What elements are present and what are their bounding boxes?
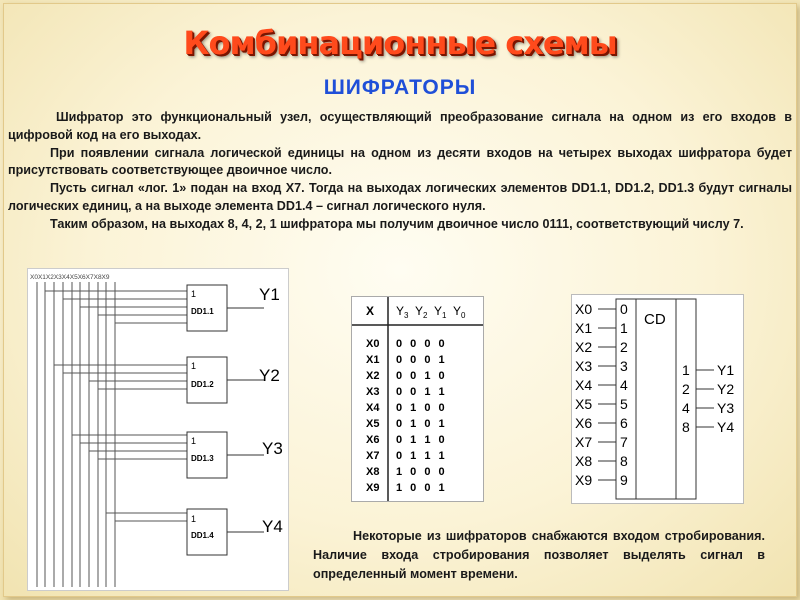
- truth-rows: [366, 338, 445, 494]
- row-output: 1 0 0 0: [396, 466, 445, 478]
- gate-dd1-3: [187, 432, 283, 478]
- row-output: 0 0 0 1: [396, 354, 445, 366]
- gate-label: DD1.4: [191, 531, 214, 540]
- output-label: Y3: [717, 400, 735, 416]
- input-label: X7: [575, 434, 593, 450]
- row-input: X5: [366, 418, 380, 430]
- gate-symbol: 1: [191, 289, 197, 299]
- pin-number: 9: [620, 472, 628, 488]
- output-subscript: 1: [442, 311, 447, 320]
- pin-number: 8: [620, 453, 628, 469]
- input-header: X0X1X2X3X4X5X6X7X8X9: [30, 274, 110, 281]
- pin-number: 1: [620, 320, 628, 336]
- gate-label: DD1.3: [191, 454, 214, 463]
- gate-symbol: 1: [191, 436, 197, 446]
- gate-dd1-2: [187, 357, 280, 403]
- encoder-symbol: [571, 294, 744, 504]
- output-header: Y: [453, 304, 462, 318]
- pin-number: 2: [620, 339, 628, 355]
- encoder-label: CD: [644, 311, 666, 328]
- pin-number: 6: [620, 415, 628, 431]
- pin-number: 8: [682, 419, 690, 435]
- truth-table: [351, 296, 484, 502]
- row-output: 0 1 0 1: [396, 418, 445, 430]
- output-header: Y: [434, 304, 443, 318]
- output-wires: [696, 370, 714, 427]
- pin-number: 1: [682, 362, 690, 378]
- gate-dd1-1: [187, 285, 280, 331]
- pin-number: 2: [682, 381, 690, 397]
- output-header: Y: [396, 304, 405, 318]
- row-output: 0 1 0 0: [396, 402, 445, 414]
- truth-input-header: X: [366, 304, 375, 318]
- row-input: X2: [366, 370, 380, 382]
- gate-symbol: 1: [191, 514, 197, 524]
- row-output: 0 0 0 0: [396, 338, 445, 350]
- row-input: X6: [366, 434, 380, 446]
- output-label: Y4: [717, 419, 735, 435]
- input-label: X6: [575, 415, 593, 431]
- encoder-inputs: [575, 301, 592, 488]
- row-input: X3: [366, 386, 380, 398]
- input-label: X1: [575, 320, 593, 336]
- output-subscript: 3: [404, 311, 409, 320]
- gate-symbol: 1: [191, 361, 197, 371]
- gate-label: DD1.2: [191, 380, 214, 389]
- input-label: X8: [575, 453, 593, 469]
- input-label: X2: [575, 339, 593, 355]
- strobe-note: [313, 527, 765, 584]
- input-label: X9: [575, 472, 593, 488]
- output-label: Y1: [717, 362, 735, 378]
- pin-number: 4: [682, 400, 690, 416]
- gate-input-wires: [45, 291, 187, 521]
- row-input: X7: [366, 450, 380, 462]
- output-label: Y1: [259, 285, 280, 304]
- output-label: Y2: [717, 381, 735, 397]
- input-label: X3: [575, 358, 593, 374]
- pin-number: 0: [620, 301, 628, 317]
- input-label: X0: [575, 301, 593, 317]
- input-label: X4: [575, 377, 593, 393]
- gate-label: DD1.1: [191, 307, 214, 316]
- pin-number: 4: [620, 377, 628, 393]
- output-header: Y: [415, 304, 424, 318]
- output-label: Y3: [262, 439, 283, 458]
- gate-dd1-4: [187, 509, 283, 555]
- row-input: X4: [366, 402, 380, 414]
- encoder-outputs: [717, 362, 734, 435]
- row-input: X1: [366, 354, 380, 366]
- row-output: 1 0 0 1: [396, 482, 445, 494]
- encoder-logic-diagram: [27, 268, 289, 591]
- output-subscript: 0: [461, 311, 466, 320]
- input-label: X5: [575, 396, 593, 412]
- row-input: X0: [366, 338, 380, 350]
- paragraph: Шифратор это функциональный узел, осуществляющий преобразование сигнала на одном из его входов в цифровой код на его выходах.: [8, 110, 792, 142]
- row-output: 0 0 1 0: [396, 370, 445, 382]
- input-wires: [598, 309, 616, 480]
- row-output: 0 1 1 1: [396, 450, 445, 462]
- row-input: X9: [366, 482, 380, 494]
- row-input: X8: [366, 466, 380, 478]
- pin-number: 5: [620, 396, 628, 412]
- slide-subtitle: ШИФРАТОРЫ: [323, 76, 477, 99]
- output-label: Y4: [262, 517, 283, 536]
- output-subscript: 2: [423, 311, 428, 320]
- slide-title: Комбинационные схемы: [183, 24, 617, 62]
- body-text: [8, 109, 792, 234]
- paragraph: Пусть сигнал «лог. 1» подан на вход Х7. Тогда на выходах логических элементов DD1.1, DD1.2, DD1.3 будут сигналы логических единиц, а на выходе элемента DD1.4 – сигнал логического нуля.: [8, 181, 792, 213]
- output-label: Y2: [259, 366, 280, 385]
- truth-output-headers: [396, 304, 466, 320]
- row-output: 0 0 1 1: [396, 386, 445, 398]
- paragraph: Таким образом, на выходах 8, 4, 2, 1 шифратора мы получим двоичное число 0111, соответствующий числу 7.: [50, 216, 744, 231]
- row-output: 0 1 1 0: [396, 434, 445, 446]
- note-text: Некоторые из шифраторов снабжаются входом стробирования. Наличие входа стробирования позволяет выделять сигнал в определенный момент времени.: [313, 529, 765, 581]
- pin-number: 3: [620, 358, 628, 374]
- paragraph: При появлении сигнала логической единицы на одном из десяти входов на четырех выходах шифратора будет присутствовать соответствующее двоичное число.: [8, 145, 792, 178]
- pin-number: 7: [620, 434, 628, 450]
